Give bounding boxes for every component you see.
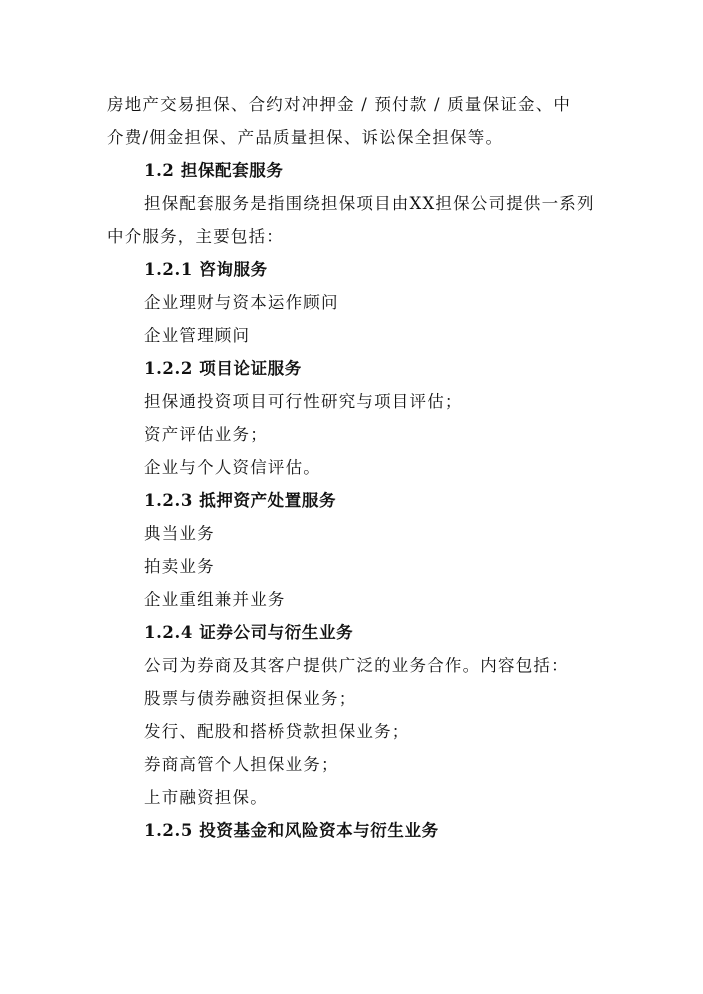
list-item: 担保通投资项目可行性研究与项目评估； xyxy=(144,392,463,411)
list-item: 资产评估业务； xyxy=(144,425,268,444)
section-1-2-2-heading: 1.2.2 项目论证服务 xyxy=(144,359,302,378)
list-item: 企业管理顾问 xyxy=(144,326,251,345)
list-item: 典当业务 xyxy=(144,524,215,543)
section-1-2-heading: 1.2 担保配套服务 xyxy=(144,161,284,180)
list-item: 拍卖业务 xyxy=(144,557,215,576)
section-1-2-paragraph-line-2: 中介服务，主要包括： xyxy=(107,227,284,246)
list-item: 企业重组兼并业务 xyxy=(144,590,286,609)
section-1-2-3-heading: 1.2.3 抵押资产处置服务 xyxy=(144,491,337,510)
document-body xyxy=(107,88,599,847)
section-1-2-1-heading: 1.2.1 咨询服务 xyxy=(144,260,268,279)
list-item: 股票与债券融资担保业务； xyxy=(144,689,357,708)
section-1-2-4-intro: 公司为券商及其客户提供广泛的业务合作。内容包括： xyxy=(144,656,569,675)
list-item: 上市融资担保。 xyxy=(144,788,268,807)
list-item: 企业与个人资信评估。 xyxy=(144,458,321,477)
section-1-2-4-heading: 1.2.4 证券公司与衍生业务 xyxy=(144,623,354,642)
section-1-2-5-heading: 1.2.5 投资基金和风险资本与衍生业务 xyxy=(144,821,439,840)
list-item: 券商高管个人担保业务； xyxy=(144,755,339,774)
intro-line-1: 房地产交易担保、合约对冲押金 / 预付款 / 质量保证金、中 xyxy=(107,95,572,114)
section-1-2-paragraph-line-1: 担保配套服务是指围绕担保项目由XX担保公司提供一系列 xyxy=(144,194,595,213)
intro-line-2: 介费/佣金担保、产品质量担保、诉讼保全担保等。 xyxy=(107,128,504,147)
list-item: 企业理财与资本运作顾问 xyxy=(144,293,339,312)
list-item: 发行、配股和搭桥贷款担保业务； xyxy=(144,722,410,741)
